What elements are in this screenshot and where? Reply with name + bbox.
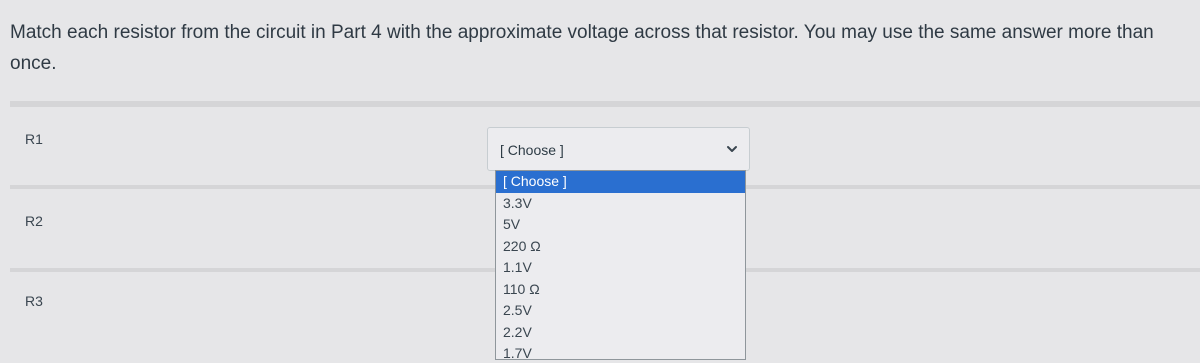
option-3-3v[interactable]: 3.3V: [503, 194, 532, 211]
chevron-down-icon: [725, 142, 739, 156]
dropdown-options-list[interactable]: [495, 170, 746, 360]
r1-answer-select[interactable]: [487, 127, 750, 171]
resistor-label-r2: R2: [25, 213, 43, 229]
option-2-2v[interactable]: 2.2V: [503, 323, 532, 340]
select-current-value: [ Choose ]: [500, 142, 564, 158]
option-2-5v[interactable]: 2.5V: [503, 302, 532, 318]
resistor-label-r3: R3: [25, 293, 43, 309]
option-220-ohm[interactable]: 220 Ω: [503, 237, 541, 254]
row-divider: [10, 101, 1200, 107]
question-text: Match each resistor from the circuit in Part 4 with the approximate voltage across that resistor. You may use the same answer more than once.: [10, 22, 1154, 74]
option-1-1v[interactable]: 1.1V: [503, 259, 532, 275]
option-110-ohm[interactable]: 110 Ω: [503, 280, 540, 297]
option-5v[interactable]: 5V: [503, 216, 521, 232]
resistor-label-r1: R1: [25, 131, 43, 147]
option-choose[interactable]: [ Choose ]: [496, 171, 745, 193]
option-1-7v[interactable]: 1.7V: [503, 345, 532, 360]
